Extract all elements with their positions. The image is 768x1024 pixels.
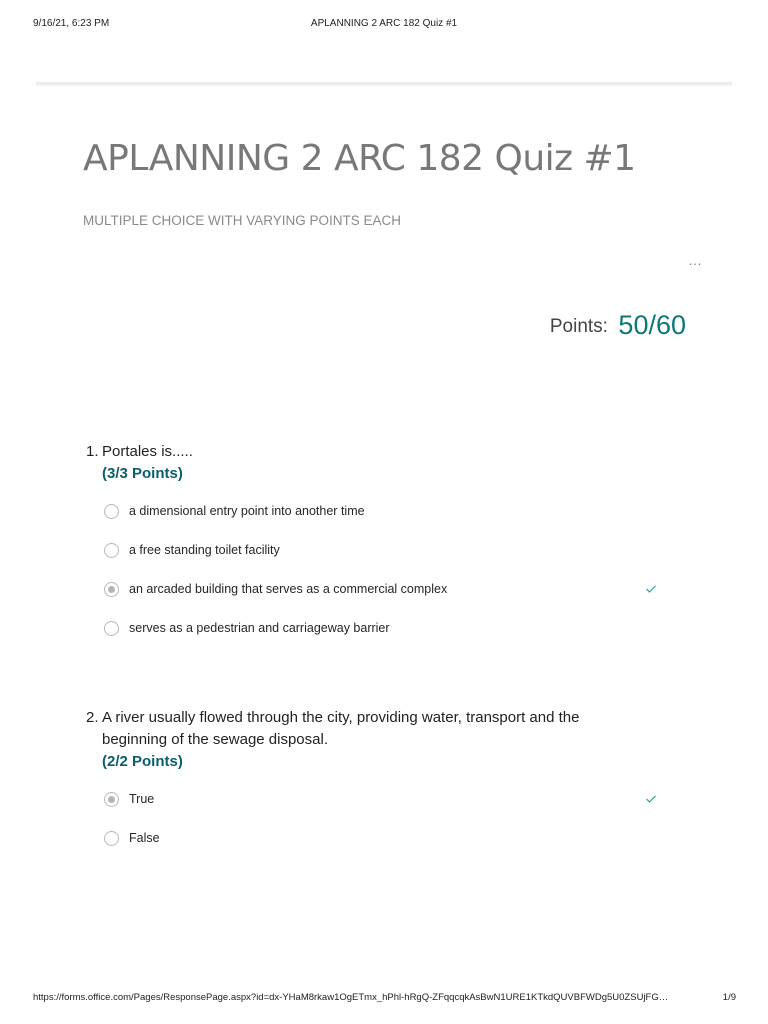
option-q2-false[interactable] — [104, 830, 684, 850]
radio-button[interactable] — [104, 504, 119, 519]
option-label: False — [129, 831, 160, 845]
radio-button-selected[interactable] — [104, 792, 119, 807]
print-header — [0, 18, 768, 32]
print-title: APLANNING 2 ARC 182 Quiz #1 — [310, 18, 458, 29]
option-label: a dimensional entry point into another time — [129, 504, 365, 518]
option-q1-d[interactable] — [104, 620, 684, 640]
question-1 — [86, 441, 686, 485]
question-text-line-2: beginning of the sewage disposal. — [102, 731, 328, 748]
print-footer — [0, 992, 768, 1006]
print-page-number: 1/9 — [722, 992, 736, 1003]
question-points: (3/3 Points) — [102, 465, 183, 482]
question-points: (2/2 Points) — [102, 753, 183, 770]
radio-button[interactable] — [104, 831, 119, 846]
question-number: 1. — [86, 443, 99, 460]
option-label: an arcaded building that serves as a commercial complex — [129, 582, 448, 596]
option-q1-b[interactable] — [104, 542, 684, 562]
print-datetime: 9/16/21, 6:23 PM — [33, 18, 110, 29]
option-q2-true[interactable] — [104, 791, 684, 811]
option-q1-c[interactable] — [104, 581, 684, 601]
option-label: True — [129, 792, 155, 806]
checkmark-icon — [645, 794, 657, 804]
radio-button-selected[interactable] — [104, 582, 119, 597]
form-subtitle: MULTIPLE CHOICE WITH VARYING POINTS EACH — [83, 213, 402, 228]
question-text: Portales is..... — [102, 443, 193, 460]
points-summary — [550, 310, 686, 341]
form-title: APLANNING 2 ARC 182 Quiz #1 — [83, 138, 636, 179]
question-2 — [86, 707, 686, 773]
option-label: a free standing toilet facility — [129, 543, 280, 557]
checkmark-icon — [645, 584, 657, 594]
question-header — [86, 707, 686, 751]
question-number: 2. — [86, 709, 99, 726]
question-text-line-1: A river usually flowed through the city, providing water, transport and the — [102, 709, 580, 726]
form-top-divider — [36, 82, 732, 87]
option-label: serves as a pedestrian and carriageway barrier — [129, 621, 390, 635]
print-url: https://forms.office.com/Pages/ResponsePage.aspx?id=dx-YHaM8rkaw1OgETmx_hPhl-hRgQ-ZFqqcqkAsBwN1URE1KTkdQUVBFWDg5U0ZSUjFG… — [33, 992, 669, 1003]
radio-button[interactable] — [104, 621, 119, 636]
option-q1-a[interactable] — [104, 503, 684, 523]
points-value: 50/60 — [618, 310, 686, 340]
more-options-icon[interactable]: … — [688, 252, 703, 268]
points-label: Points: — [549, 316, 608, 337]
question-header — [86, 441, 686, 463]
radio-button[interactable] — [104, 543, 119, 558]
